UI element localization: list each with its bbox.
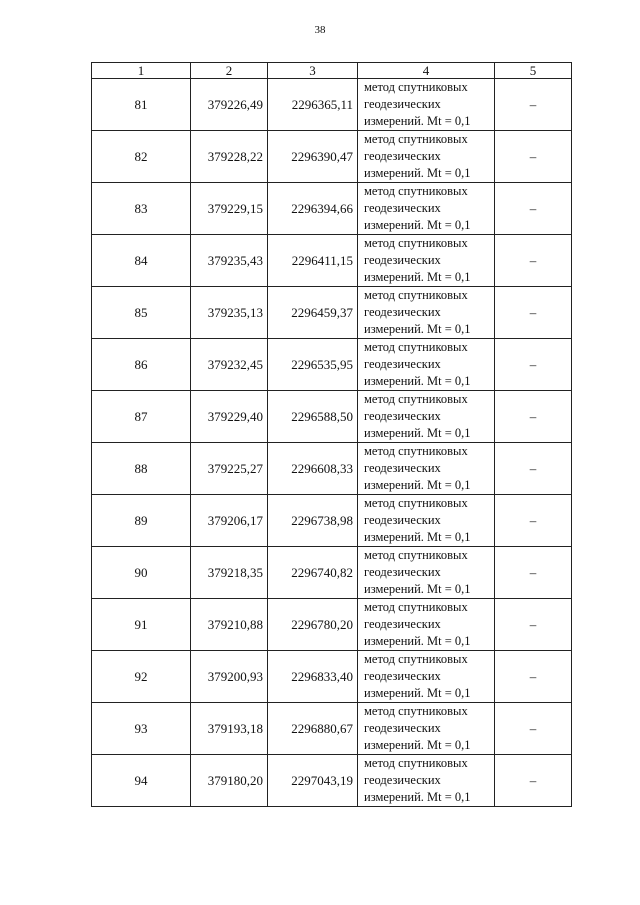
coordinate-x: 379218,35 [191, 547, 268, 599]
header-row [92, 63, 572, 79]
method-description [358, 235, 495, 287]
column-5-value: – [495, 183, 572, 235]
method-line-3: измерений. Mt = 0,1 [364, 166, 471, 180]
table-row [92, 79, 572, 131]
coordinate-y: 2296394,66 [268, 183, 358, 235]
column-5-value: – [495, 287, 572, 339]
method-line-3: измерений. Mt = 0,1 [364, 218, 471, 232]
coordinate-x: 379235,43 [191, 235, 268, 287]
method-line-2: геодезических [364, 253, 441, 267]
column-5-value: – [495, 235, 572, 287]
coordinate-x: 379235,13 [191, 287, 268, 339]
table-row [92, 755, 572, 807]
column-header-4: 4 [358, 63, 495, 79]
coordinate-x: 379210,88 [191, 599, 268, 651]
method-line-1: метод спутниковых [364, 184, 468, 198]
method-line-2: геодезических [364, 149, 441, 163]
method-line-3: измерений. Mt = 0,1 [364, 270, 471, 284]
coordinate-x: 379200,93 [191, 651, 268, 703]
method-line-1: метод спутниковых [364, 80, 468, 94]
point-number: 92 [92, 651, 191, 703]
method-description [358, 599, 495, 651]
method-line-1: метод спутниковых [364, 548, 468, 562]
table-body [92, 79, 572, 807]
method-line-2: геодезических [364, 669, 441, 683]
coordinate-y: 2296365,11 [268, 79, 358, 131]
column-header-2: 2 [191, 63, 268, 79]
method-description [358, 755, 495, 807]
method-line-2: геодезических [364, 721, 441, 735]
method-line-1: метод спутниковых [364, 340, 468, 354]
method-description [358, 443, 495, 495]
method-line-3: измерений. Mt = 0,1 [364, 322, 471, 336]
table-header [92, 63, 572, 79]
table-row [92, 131, 572, 183]
method-description [358, 131, 495, 183]
point-number: 87 [92, 391, 191, 443]
method-line-1: метод спутниковых [364, 496, 468, 510]
column-header-5: 5 [495, 63, 572, 79]
method-line-1: метод спутниковых [364, 652, 468, 666]
method-line-3: измерений. Mt = 0,1 [364, 530, 471, 544]
column-5-value: – [495, 79, 572, 131]
coordinate-x: 379180,20 [191, 755, 268, 807]
column-header-3: 3 [268, 63, 358, 79]
coordinate-y: 2296833,40 [268, 651, 358, 703]
method-line-3: измерений. Mt = 0,1 [364, 374, 471, 388]
table-row [92, 495, 572, 547]
column-5-value: – [495, 443, 572, 495]
method-line-3: измерений. Mt = 0,1 [364, 426, 471, 440]
method-line-3: измерений. Mt = 0,1 [364, 114, 471, 128]
table-row [92, 287, 572, 339]
column-5-value: – [495, 599, 572, 651]
method-description [358, 339, 495, 391]
table-row [92, 339, 572, 391]
coordinate-y: 2296740,82 [268, 547, 358, 599]
table-row [92, 183, 572, 235]
table-row [92, 443, 572, 495]
table-row [92, 599, 572, 651]
method-line-3: измерений. Mt = 0,1 [364, 634, 471, 648]
coordinate-y: 2296608,33 [268, 443, 358, 495]
point-number: 93 [92, 703, 191, 755]
method-line-1: метод спутниковых [364, 288, 468, 302]
page-number: 38 [314, 24, 326, 36]
coordinate-x: 379206,17 [191, 495, 268, 547]
point-number: 90 [92, 547, 191, 599]
column-header-1: 1 [92, 63, 191, 79]
table-row [92, 391, 572, 443]
coordinate-y: 2296459,37 [268, 287, 358, 339]
table-row [92, 235, 572, 287]
point-number: 85 [92, 287, 191, 339]
coordinate-x: 379228,22 [191, 131, 268, 183]
method-line-2: геодезических [364, 409, 441, 423]
point-number: 83 [92, 183, 191, 235]
column-5-value: – [495, 391, 572, 443]
column-5-value: – [495, 547, 572, 599]
coordinate-y: 2296535,95 [268, 339, 358, 391]
method-line-2: геодезических [364, 513, 441, 527]
point-number: 81 [92, 79, 191, 131]
column-5-value: – [495, 651, 572, 703]
method-line-1: метод спутниковых [364, 756, 468, 770]
coordinate-x: 379229,40 [191, 391, 268, 443]
method-line-3: измерений. Mt = 0,1 [364, 738, 471, 752]
point-number: 86 [92, 339, 191, 391]
method-line-3: измерений. Mt = 0,1 [364, 790, 471, 804]
method-line-1: метод спутниковых [364, 444, 468, 458]
coordinate-y: 2296880,67 [268, 703, 358, 755]
point-number: 94 [92, 755, 191, 807]
coordinate-y: 2296738,98 [268, 495, 358, 547]
coordinate-y: 2296588,50 [268, 391, 358, 443]
coordinate-x: 379193,18 [191, 703, 268, 755]
method-description [358, 79, 495, 131]
point-number: 91 [92, 599, 191, 651]
coordinate-y: 2296390,47 [268, 131, 358, 183]
coordinate-y: 2296780,20 [268, 599, 358, 651]
point-number: 88 [92, 443, 191, 495]
coordinate-x: 379226,49 [191, 79, 268, 131]
coordinate-x: 379225,27 [191, 443, 268, 495]
method-description [358, 651, 495, 703]
coordinates-table [91, 62, 572, 807]
method-description [358, 495, 495, 547]
column-5-value: – [495, 495, 572, 547]
method-description [358, 547, 495, 599]
coordinate-x: 379229,15 [191, 183, 268, 235]
table-row [92, 651, 572, 703]
method-description [358, 287, 495, 339]
method-description [358, 703, 495, 755]
method-description [358, 183, 495, 235]
point-number: 89 [92, 495, 191, 547]
column-5-value: – [495, 339, 572, 391]
method-line-2: геодезических [364, 201, 441, 215]
table-row [92, 703, 572, 755]
method-line-3: измерений. Mt = 0,1 [364, 478, 471, 492]
method-line-1: метод спутниковых [364, 704, 468, 718]
column-5-value: – [495, 755, 572, 807]
method-line-2: геодезических [364, 357, 441, 371]
coordinate-x: 379232,45 [191, 339, 268, 391]
method-line-2: геодезических [364, 97, 441, 111]
method-line-1: метод спутниковых [364, 600, 468, 614]
method-line-1: метод спутниковых [364, 392, 468, 406]
method-description [358, 391, 495, 443]
point-number: 84 [92, 235, 191, 287]
column-5-value: – [495, 703, 572, 755]
column-5-value: – [495, 131, 572, 183]
method-line-2: геодезических [364, 773, 441, 787]
coordinate-y: 2296411,15 [268, 235, 358, 287]
point-number: 82 [92, 131, 191, 183]
method-line-3: измерений. Mt = 0,1 [364, 686, 471, 700]
method-line-2: геодезических [364, 461, 441, 475]
method-line-1: метод спутниковых [364, 132, 468, 146]
coordinate-y: 2297043,19 [268, 755, 358, 807]
table-row [92, 547, 572, 599]
method-line-2: геодезических [364, 565, 441, 579]
method-line-3: измерений. Mt = 0,1 [364, 582, 471, 596]
method-line-1: метод спутниковых [364, 236, 468, 250]
method-line-2: геодезических [364, 305, 441, 319]
method-line-2: геодезических [364, 617, 441, 631]
